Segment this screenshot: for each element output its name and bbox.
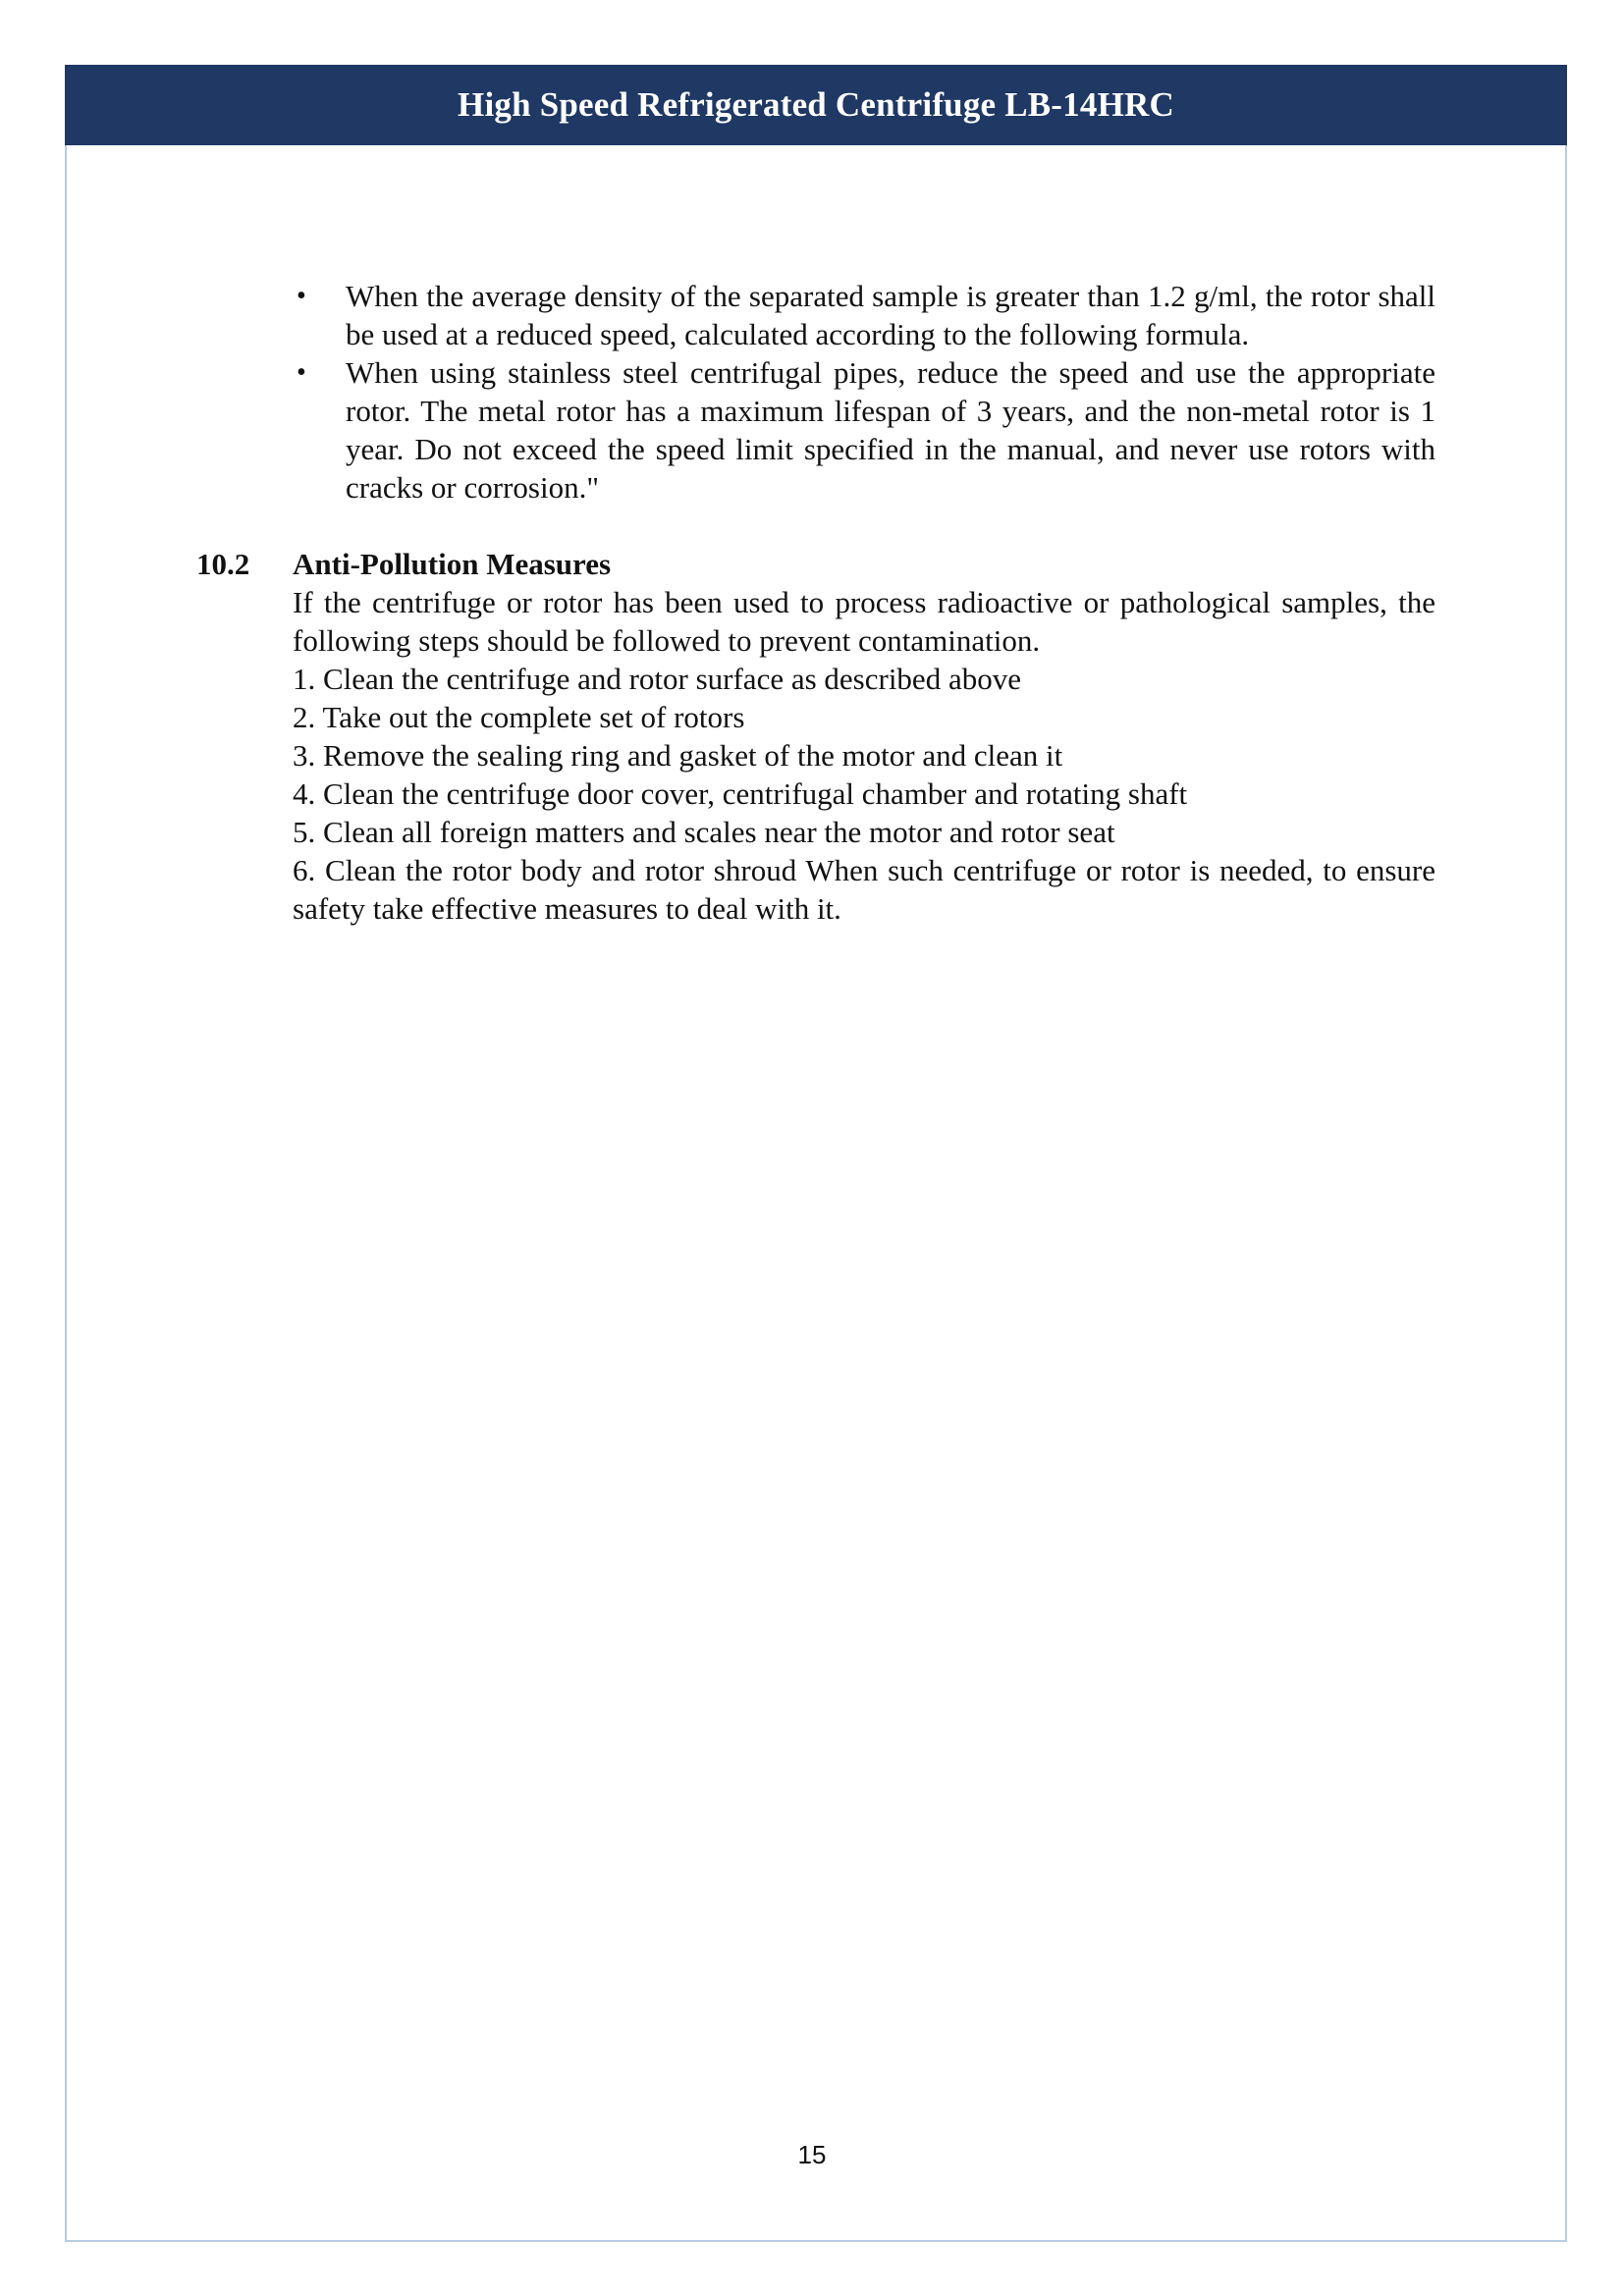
step-item: 3. Remove the sealing ring and gasket of the motor and clean it xyxy=(293,738,1063,773)
section-intro: If the centrifuge or rotor has been used to process radioactive or pathological samples, the following steps should be followed to prevent contamination. xyxy=(293,585,1435,658)
section-title: Anti-Pollution Measures xyxy=(293,547,612,581)
step-item: 5. Clean all foreign matters and scales near the motor and rotor seat xyxy=(293,815,1115,849)
bullet-text: When the average density of the separated sample is greater than 1.2 g/ml, the rotor shall be used at a reduced speed, calculated according to the following formula. xyxy=(346,279,1435,351)
page-number: 15 xyxy=(797,2140,827,2169)
step-item: 6. Clean the rotor body and rotor shroud When such centrifuge or rotor is needed, to ensure safety take effective measures to deal with it. xyxy=(293,853,1435,926)
bullet-text: When using stainless steel centrifugal pipes, reduce the speed and use the appropriate rotor. The metal rotor has a maximum lifespan of 3 years, and the non-metal rotor is 1 year. Do not exceed the speed limit specified in the manual, and never use rotors with cracks or corrosion." xyxy=(346,355,1435,505)
step-item: 1. Clean the centrifuge and rotor surface as described above xyxy=(293,662,1021,696)
bullet-list xyxy=(196,277,1435,507)
page-content xyxy=(196,277,1435,928)
bullet-item xyxy=(196,277,1435,353)
section-number: 10.2 xyxy=(196,547,250,581)
bullet-marker: • xyxy=(297,281,306,311)
header-banner xyxy=(65,65,1567,145)
step-item: 4. Clean the centrifuge door cover, centrifugal chamber and rotating shaft xyxy=(293,776,1188,811)
bullet-marker: • xyxy=(297,357,306,388)
section-body xyxy=(196,583,1435,928)
step-item: 2. Take out the complete set of rotors xyxy=(293,700,745,734)
step-list xyxy=(293,660,1435,928)
bullet-item xyxy=(196,353,1435,507)
document-title: High Speed Refrigerated Centrifuge LB-14HRC xyxy=(458,85,1174,124)
section-anti-pollution xyxy=(196,545,1435,928)
section-heading xyxy=(196,545,1435,583)
